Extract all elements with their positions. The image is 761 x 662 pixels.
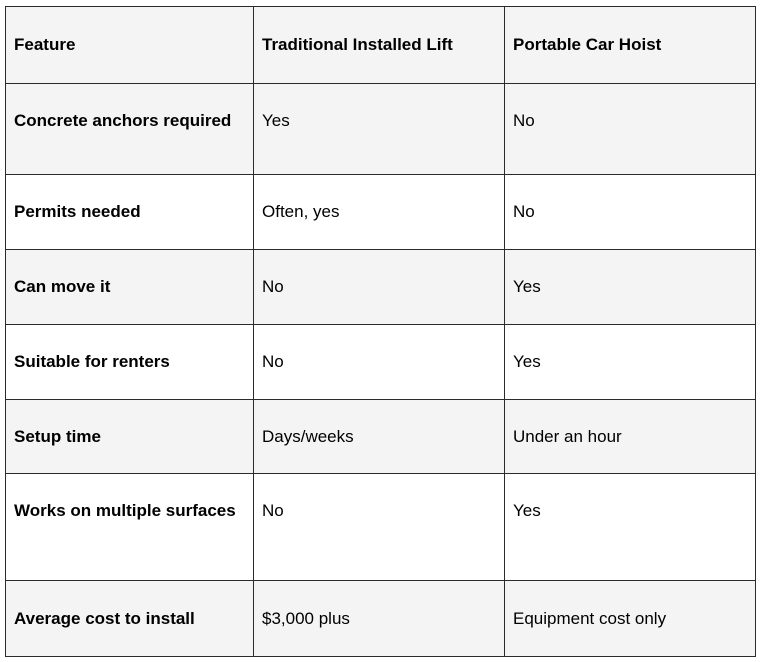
portable-cell: Equipment cost only (505, 581, 756, 657)
feature-cell: Setup time (6, 400, 254, 474)
feature-cell: Concrete anchors required (6, 84, 254, 175)
table-row (6, 175, 756, 250)
header-portable-car-hoist: Portable Car Hoist (505, 7, 756, 84)
traditional-cell: No (254, 325, 505, 400)
table-header-row (6, 7, 756, 84)
table-row (6, 581, 756, 657)
portable-cell: Yes (505, 325, 756, 400)
portable-cell: Yes (505, 474, 756, 581)
feature-cell: Can move it (6, 250, 254, 325)
comparison-table-container (5, 6, 755, 657)
table-row (6, 325, 756, 400)
table-row (6, 474, 756, 581)
table-row (6, 250, 756, 325)
feature-cell: Average cost to install (6, 581, 254, 657)
feature-cell: Permits needed (6, 175, 254, 250)
feature-cell: Suitable for renters (6, 325, 254, 400)
header-feature: Feature (6, 7, 254, 84)
comparison-table (5, 6, 756, 657)
traditional-cell: Days/weeks (254, 400, 505, 474)
traditional-cell: Often, yes (254, 175, 505, 250)
portable-cell: No (505, 175, 756, 250)
feature-cell: Works on multiple surfaces (6, 474, 254, 581)
portable-cell: No (505, 84, 756, 175)
table-row (6, 400, 756, 474)
traditional-cell: $3,000 plus (254, 581, 505, 657)
traditional-cell: No (254, 250, 505, 325)
portable-cell: Yes (505, 250, 756, 325)
table-row (6, 84, 756, 175)
header-traditional-installed-lift: Traditional Installed Lift (254, 7, 505, 84)
portable-cell: Under an hour (505, 400, 756, 474)
traditional-cell: No (254, 474, 505, 581)
traditional-cell: Yes (254, 84, 505, 175)
